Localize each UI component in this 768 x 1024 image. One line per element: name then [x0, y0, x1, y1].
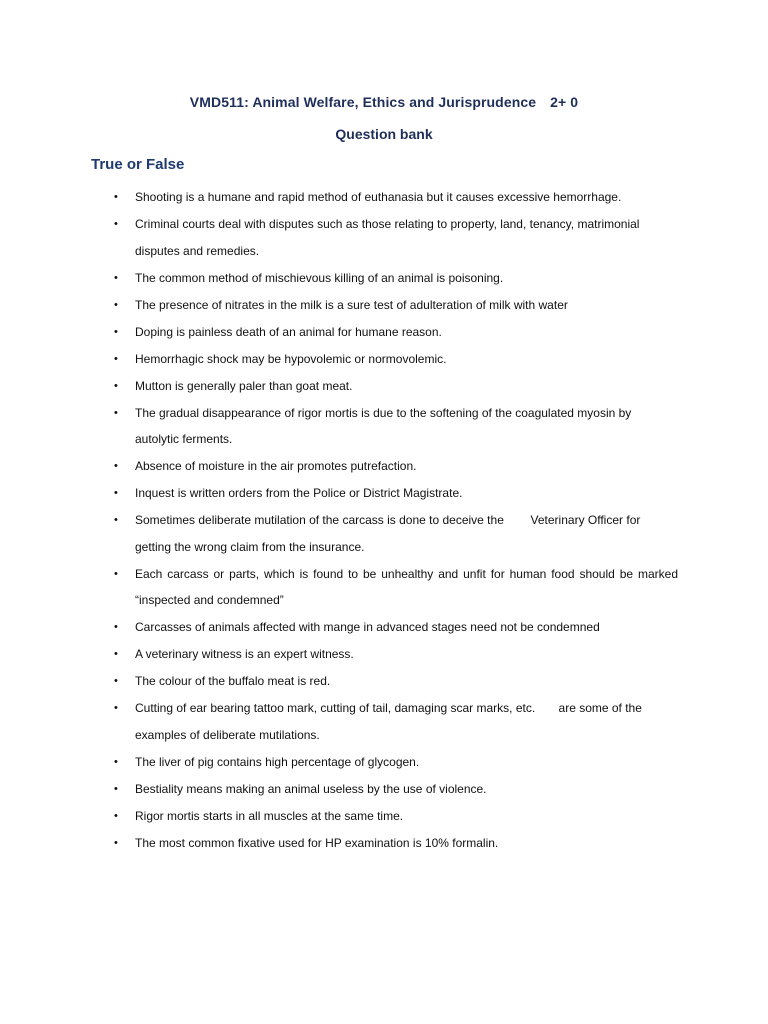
- bullet-icon: •: [114, 514, 118, 526]
- question-text: Shooting is a humane and rapid method of euthanasia but it causes excessive hemorrhage.: [135, 190, 622, 204]
- question-text: The liver of pig contains high percentage of glycogen.: [135, 754, 420, 769]
- question-text: Cutting of ear bearing tattoo mark, cutting of tail, damaging scar marks, etc. are some of the examples of deliberate mutilations.: [135, 701, 646, 742]
- question-item: [0, 453, 768, 480]
- course-title: [0, 94, 768, 110]
- question-text: Each carcass or parts, which is found to be unhealthy and unfit for human food should be marked “inspected and condemned”: [135, 566, 678, 607]
- bullet-icon: •: [114, 218, 118, 230]
- question-text: Criminal courts deal with disputes such as those relating to property, land, tenancy, matrimonial disputes and remedies.: [135, 217, 640, 258]
- question-item: [0, 292, 768, 319]
- bullet-icon: •: [114, 460, 118, 472]
- section-heading-true-or-false: True or False: [91, 156, 185, 173]
- question-text: Mutton is generally paler than goat meat.: [135, 378, 353, 393]
- bullet-icon: •: [114, 487, 118, 499]
- course-credits: 2+ 0: [550, 94, 579, 110]
- bullet-icon: •: [114, 379, 118, 392]
- bullet-icon: •: [114, 836, 118, 849]
- question-text: Rigor mortis starts in all muscles at the same time.: [135, 808, 404, 823]
- bullet-icon: •: [114, 567, 118, 580]
- bullet-icon: •: [114, 675, 118, 687]
- question-item: [0, 749, 768, 776]
- question-text: Carcasses of animals affected with mange in advanced stages need not be condemned: [135, 620, 600, 634]
- question-item: [0, 346, 768, 373]
- bullet-icon: •: [114, 191, 118, 203]
- question-item: [0, 400, 768, 453]
- question-text: The presence of nitrates in the milk is a sure test of adulteration of milk with water: [135, 297, 568, 312]
- bullet-icon: •: [114, 352, 118, 365]
- question-bank-subtitle: Question bank: [335, 126, 433, 142]
- bullet-icon: •: [114, 809, 118, 822]
- question-item: [0, 507, 768, 560]
- question-item: [0, 211, 768, 264]
- question-text: The common method of mischievous killing of an animal is poisoning.: [135, 270, 504, 285]
- question-text: The gradual disappearance of rigor mortis is due to the softening of the coagulated myosin by autolytic ferments.: [135, 405, 632, 446]
- bullet-icon: •: [114, 271, 118, 284]
- question-item: [0, 776, 768, 803]
- bullet-icon: •: [114, 648, 118, 660]
- question-item: [0, 319, 768, 346]
- question-item: [0, 265, 768, 292]
- question-item: [0, 373, 768, 400]
- question-text: Absence of moisture in the air promotes putrefaction.: [135, 459, 417, 473]
- question-item: [0, 830, 768, 857]
- bullet-icon: •: [114, 755, 118, 768]
- question-item: [0, 561, 768, 614]
- bullet-icon: •: [114, 702, 118, 714]
- question-item: [0, 614, 768, 641]
- question-text: Doping is painless death of an animal for humane reason.: [135, 324, 442, 339]
- question-text: The colour of the buffalo meat is red.: [135, 674, 331, 688]
- question-text: The most common fixative used for HP examination is 10% formalin.: [135, 835, 499, 850]
- bullet-icon: •: [114, 298, 118, 311]
- question-list: [0, 184, 768, 857]
- question-text: Inquest is written orders from the Police or District Magistrate.: [135, 486, 463, 500]
- question-text: Bestiality means making an animal useless by the use of violence.: [135, 781, 487, 796]
- question-item: [0, 480, 768, 507]
- bullet-icon: •: [114, 621, 118, 633]
- question-text: Sometimes deliberate mutilation of the carcass is done to deceive the Veterinary Officer for getting the wrong claim from the insurance.: [135, 513, 644, 554]
- question-text: A veterinary witness is an expert witness.: [135, 647, 354, 661]
- question-item: [0, 695, 768, 748]
- course-title-text: VMD511: Animal Welfare, Ethics and Jurisprudence: [189, 94, 537, 110]
- bullet-icon: •: [114, 325, 118, 338]
- question-item: [0, 668, 768, 695]
- question-item: [0, 641, 768, 668]
- question-item: [0, 803, 768, 830]
- question-text: Hemorrhagic shock may be hypovolemic or normovolemic.: [135, 351, 447, 366]
- bullet-icon: •: [114, 782, 118, 795]
- bullet-icon: •: [114, 406, 118, 419]
- question-item: [0, 184, 768, 211]
